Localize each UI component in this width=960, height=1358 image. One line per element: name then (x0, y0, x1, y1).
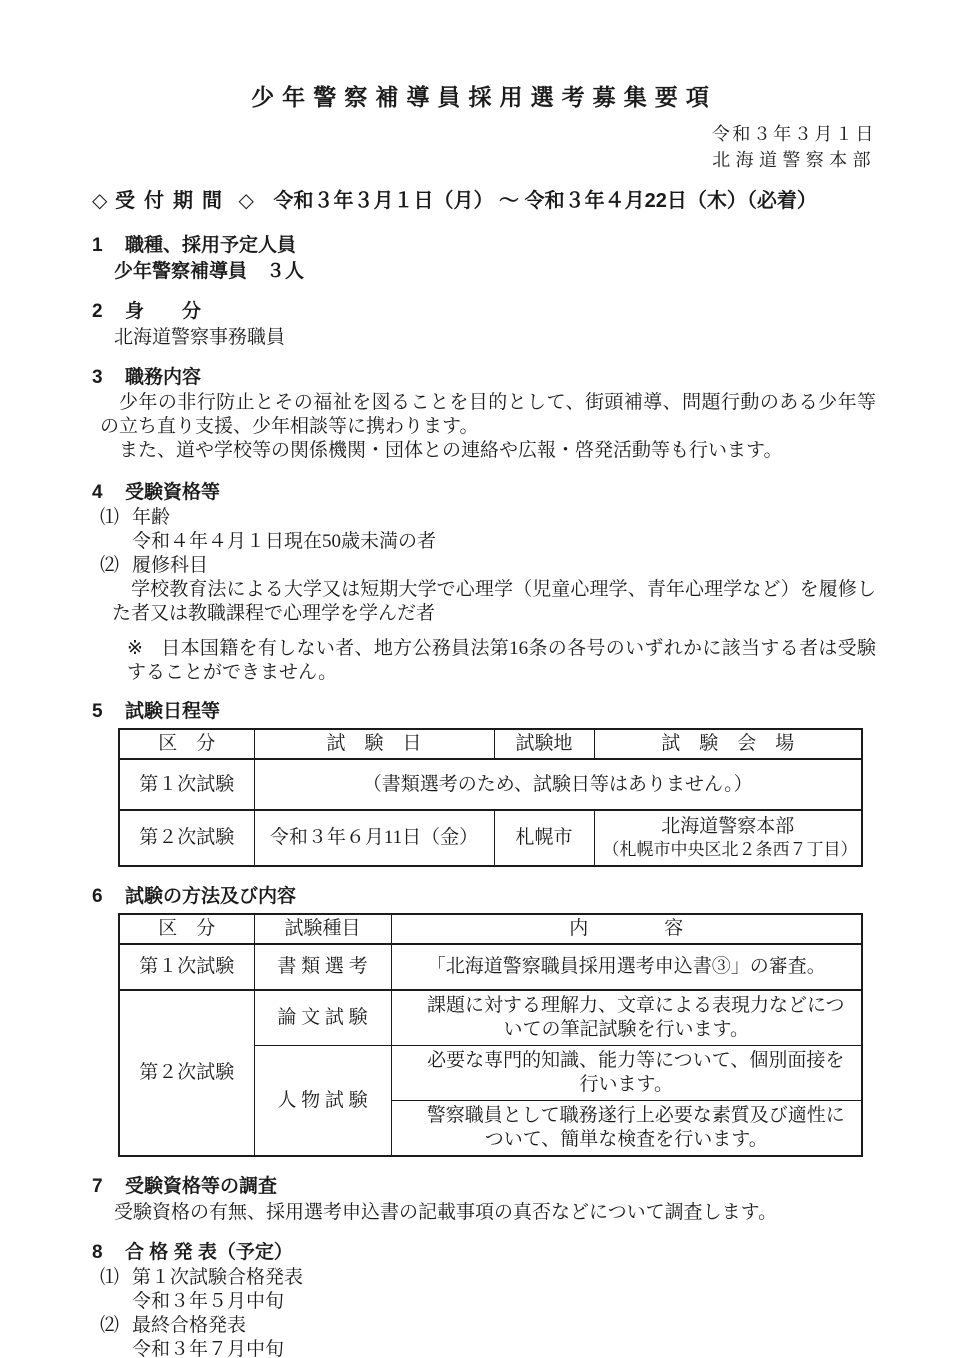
section-number: 2 (92, 301, 103, 322)
table-header-cell: 試 験 会 場 (594, 729, 862, 759)
exam-schedule-table (118, 728, 863, 867)
section-number: 7 (92, 1176, 103, 1197)
section-body: 受験資格の有無、採用選考申込書の記載事項の真否などについて調査します。 (114, 1202, 778, 1223)
diamond-icon: ◇ (92, 190, 108, 212)
sub-item-title: 履修科目 (132, 555, 209, 576)
section-exam-schedule (92, 699, 876, 867)
sub-item-number: ⑴ (100, 1267, 120, 1288)
table-header-cell: 試験種目 (254, 914, 391, 944)
table-cell: 第１次試験 (119, 759, 254, 810)
sub-item-coursework (100, 554, 876, 578)
table-cell: （書類選考のため、試験日等はありません。） (254, 759, 862, 810)
reception-label: 受付期間 (114, 190, 231, 212)
table-cell: 札幌市 (494, 810, 594, 866)
reference-mark: ※ (127, 638, 144, 659)
section-eligibility (92, 480, 876, 685)
section-title: 受験資格等 (125, 482, 221, 503)
section-title: 職務内容 (125, 367, 202, 388)
sub-item-body: 令和４年４月１日現在50歳未満の者 (132, 531, 437, 552)
page-title: 少年警察補導員採用選考募集要項 (251, 84, 717, 110)
table-cell: 人 物 試 験 (254, 1046, 391, 1157)
table-cell: 課題に対する理解力、文章による表現力などについての筆記試験を行います。 (391, 990, 862, 1046)
issuer: 北海道警察本部 (712, 150, 876, 170)
section-body: 少年警察補導員 ３人 (114, 261, 305, 282)
table-header-cell: 試 験 日 (254, 729, 494, 759)
section-number: 1 (92, 235, 103, 256)
table-row (119, 990, 862, 1046)
sub-item-title: 年齢 (132, 507, 171, 528)
section-number: 5 (92, 701, 103, 722)
table-cell: 書 類 選 考 (254, 944, 391, 990)
note-text: 日本国籍を有しない者、地方公務員法第16条の各号のいずれかに該当する者は受験することができません。 (127, 638, 876, 683)
section-results-announcement (92, 1240, 876, 1358)
sub-item-body: 令和３年７月中旬 (132, 1339, 285, 1358)
table-header-cell: 内 容 (391, 914, 862, 944)
sub-item-body: 令和３年５月中旬 (132, 1291, 285, 1312)
table-cell: 「北海道警察職員採用選考申込書③」の審査。 (391, 944, 862, 990)
venue-name: 北海道警察本部 (661, 816, 795, 837)
section-duties (92, 365, 876, 463)
issue-date: 令和３年３月１日 (711, 124, 876, 144)
sub-item-title: 最終合格発表 (132, 1315, 247, 1336)
exam-method-table (118, 913, 863, 1157)
sub-item-final-results (100, 1314, 876, 1338)
sub-item-first-results (100, 1266, 876, 1290)
table-row (119, 944, 862, 990)
sub-item-number: ⑵ (100, 555, 120, 576)
table-cell (594, 810, 862, 866)
table-header-row (119, 914, 862, 944)
venue-address: （札幌市中央区北２条西７丁目） (602, 840, 858, 859)
table-cell: 第２次試験 (119, 990, 254, 1156)
table-header-cell: 区 分 (119, 729, 254, 759)
paragraph: また、道や学校等の関係機関・団体との連絡や広報・啓発活動等も行います。 (119, 440, 783, 461)
table-header-cell: 区 分 (119, 914, 254, 944)
section-title: 受験資格等の調査 (125, 1176, 278, 1197)
section-title: 試験の方法及び内容 (125, 886, 297, 907)
table-cell: 令和３年６月11日（金） (254, 810, 494, 866)
section-number: 4 (92, 482, 103, 503)
reception-period-line (92, 187, 876, 215)
section-number: 3 (92, 367, 103, 388)
section-eligibility-check (92, 1174, 876, 1225)
issue-block (92, 121, 876, 173)
sub-item-number: ⑵ (100, 1315, 120, 1336)
section-number: 8 (92, 1242, 103, 1263)
table-row (119, 810, 862, 866)
sub-item-age (100, 506, 876, 530)
section-job-type (92, 233, 876, 284)
section-status (92, 299, 876, 350)
sub-item-title: 第１次試験合格発表 (132, 1267, 304, 1288)
reception-period: 令和３年３月１日（月） ～ 令和３年４月22日（木）（必着） (273, 190, 817, 212)
table-header-row (119, 729, 862, 759)
section-title: 職種、採用予定人員 (125, 235, 297, 256)
table-row (119, 759, 862, 810)
diamond-icon: ◇ (238, 190, 254, 212)
table-cell: 第１次試験 (119, 944, 254, 990)
table-cell: 論 文 試 験 (254, 990, 391, 1046)
sub-item-body: 学校教育法による大学又は短期大学で心理学（児童心理学、青年心理学など）を履修した者又は教職課程で心理学を学んだ者 (112, 579, 876, 624)
section-exam-method (92, 884, 876, 1157)
table-cell: 第２次試験 (119, 810, 254, 866)
table-cell: 警察職員として職務遂行上必要な素質及び適性について、簡単な検査を行います。 (391, 1101, 862, 1157)
eligibility-note (127, 637, 876, 685)
paragraph: 少年の非行防止とその福祉を図ることを目的として、街頭補導、問題行動のある少年等の立ち直り支援、少年相談等に携わります。 (100, 392, 876, 437)
table-cell: 必要な専門的知識、能力等について、個別面接を行います。 (391, 1046, 862, 1101)
table-header-cell: 試験地 (494, 729, 594, 759)
section-body: 北海道警察事務職員 (114, 327, 286, 348)
section-title: 身 分 (125, 301, 202, 322)
section-title: 試験日程等 (125, 701, 221, 722)
sub-item-number: ⑴ (100, 507, 120, 528)
section-title: 合 格 発 表（予定） (125, 1242, 293, 1263)
section-number: 6 (92, 886, 103, 907)
